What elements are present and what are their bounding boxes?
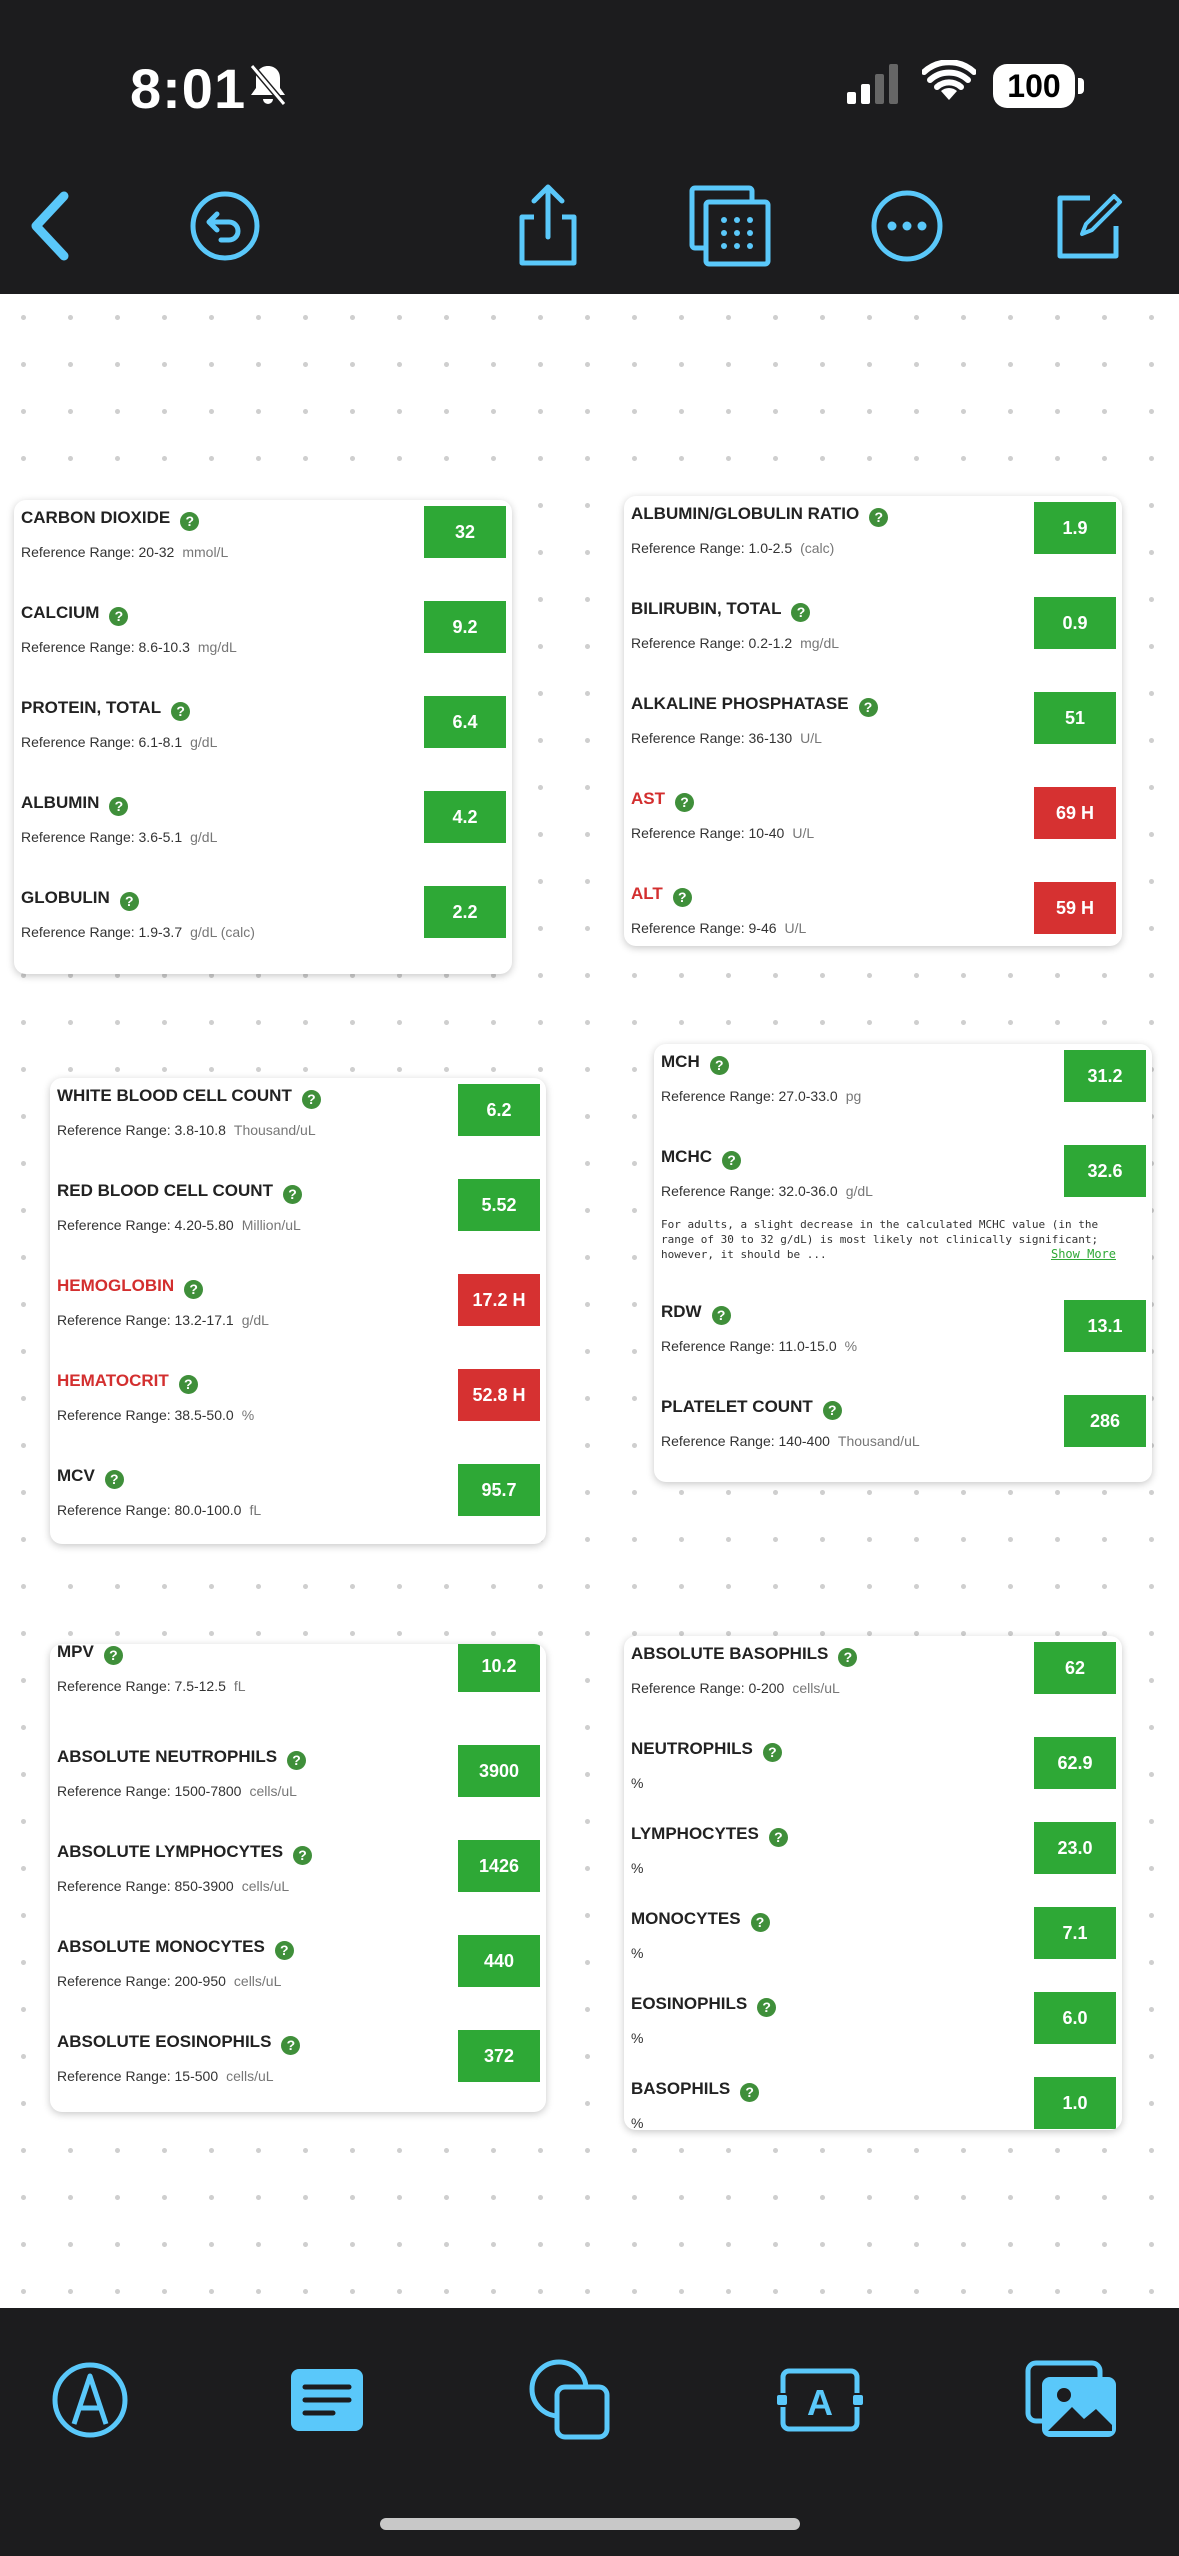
result-badge-high: 17.2 H [458, 1274, 540, 1326]
result-badge-high: 59 H [1034, 882, 1116, 934]
lab-card-chemistry-1[interactable] [14, 500, 512, 974]
test-name: ALKALINE PHOSPHATASE ? [631, 694, 878, 717]
help-icon[interactable]: ? [869, 508, 888, 527]
lab-card-chemistry-2[interactable] [624, 496, 1122, 946]
help-icon[interactable]: ? [171, 702, 190, 721]
test-row[interactable] [624, 1731, 1122, 1826]
svg-text:A: A [807, 2382, 833, 2423]
back-icon[interactable] [0, 176, 100, 276]
show-more-link[interactable]: Show More [1050, 1247, 1116, 1261]
markup-icon[interactable] [40, 2350, 140, 2450]
text-box-icon[interactable] [277, 2350, 377, 2450]
result-badge: 6.4 [424, 696, 506, 748]
test-name: GLOBULIN ? [21, 888, 139, 911]
reference-range: Reference Range: 0.2-1.2 mg/dL [631, 635, 840, 651]
test-row[interactable] [624, 781, 1122, 876]
signal-icon [845, 62, 905, 111]
help-icon[interactable]: ? [287, 1751, 306, 1770]
result-badge: 286 [1064, 1395, 1146, 1447]
result-badge: 62.9 [1034, 1737, 1116, 1789]
test-name: HEMOGLOBIN ? [57, 1276, 203, 1299]
test-name: WHITE BLOOD CELL COUNT ? [57, 1086, 321, 1109]
reference-range: Reference Range: 1.0-2.5 (calc) [631, 540, 835, 556]
reference-range: Reference Range: 6.1-8.1 g/dL [21, 734, 218, 750]
test-name: BASOPHILS ? [631, 2079, 759, 2102]
test-name: CARBON DIOXIDE ? [21, 508, 199, 531]
help-icon[interactable]: ? [751, 1913, 770, 1932]
test-name: EOSINOPHILS ? [631, 1994, 776, 2017]
more-icon[interactable] [857, 176, 957, 276]
test-name: MONOCYTES ? [631, 1909, 770, 1932]
help-icon[interactable]: ? [722, 1151, 741, 1170]
reference-range: % [631, 1945, 644, 1961]
lab-card-cbc-1[interactable] [50, 1078, 546, 1544]
reference-range: Reference Range: 38.5-50.0 % [57, 1407, 255, 1423]
test-row[interactable] [14, 880, 512, 974]
help-icon[interactable]: ? [838, 1648, 857, 1667]
help-icon[interactable]: ? [757, 1998, 776, 2017]
result-badge: 6.0 [1034, 1992, 1116, 2044]
result-badge: 1426 [458, 1840, 540, 1892]
test-row[interactable] [50, 1929, 546, 2024]
help-icon[interactable]: ? [275, 1941, 294, 1960]
test-name: AST ? [631, 789, 694, 812]
test-row[interactable] [14, 500, 512, 595]
help-icon[interactable]: ? [180, 512, 199, 531]
reference-range: Reference Range: 32.0-36.0 g/dL [661, 1183, 873, 1199]
result-note: For adults, a slight decrease in the calculated MCHC value (in the range of 30 to 32 g/dL) is most likely not clinically significant; however, it should be ... [661, 1218, 1099, 1261]
help-icon[interactable]: ? [823, 1401, 842, 1420]
test-name: ALBUMIN/GLOBULIN RATIO ? [631, 504, 888, 527]
test-row[interactable] [654, 1294, 1152, 1389]
test-name: PROTEIN, TOTAL ? [21, 698, 190, 721]
test-name: ALBUMIN ? [21, 793, 128, 816]
help-icon[interactable]: ? [104, 1646, 123, 1665]
test-row[interactable] [654, 1389, 1152, 1482]
test-name: MCHC ? [661, 1147, 741, 1170]
reference-range: Reference Range: 9-46 U/L [631, 920, 807, 936]
reference-range: Reference Range: 27.0-33.0 pg [661, 1088, 862, 1104]
test-row[interactable] [50, 1078, 546, 1173]
reference-range: Reference Range: 36-130 U/L [631, 730, 822, 746]
help-icon[interactable]: ? [859, 698, 878, 717]
help-icon[interactable]: ? [712, 1306, 731, 1325]
top-toolbar [0, 170, 1179, 294]
reference-range: % [631, 2115, 644, 2130]
test-row[interactable] [14, 785, 512, 880]
reference-range: Reference Range: 7.5-12.5 fL [57, 1678, 246, 1694]
help-icon[interactable]: ? [791, 603, 810, 622]
reference-range: Reference Range: 3.6-5.1 g/dL [21, 829, 218, 845]
home-indicator[interactable] [380, 2518, 800, 2530]
status-bar [0, 0, 1179, 170]
test-row[interactable] [654, 1044, 1152, 1139]
result-badge: 372 [458, 2030, 540, 2082]
test-name: NEUTROPHILS ? [631, 1739, 782, 1762]
help-icon[interactable]: ? [105, 1470, 124, 1489]
test-row[interactable] [14, 595, 512, 690]
lab-card-differential-1[interactable] [50, 1644, 546, 2112]
help-icon[interactable]: ? [302, 1090, 321, 1109]
reference-range: Reference Range: 11.0-15.0 % [661, 1338, 858, 1354]
result-badge: 1.0 [1034, 2077, 1116, 2129]
test-name: MCV ? [57, 1466, 124, 1489]
test-row[interactable] [50, 1363, 546, 1458]
test-name: CALCIUM ? [21, 603, 128, 626]
reference-range: Reference Range: 1500-7800 cells/uL [57, 1783, 297, 1799]
test-row[interactable] [14, 690, 512, 785]
test-row[interactable] [50, 1644, 546, 1729]
help-icon[interactable]: ? [184, 1280, 203, 1299]
reference-range: % [631, 2030, 644, 2046]
test-row[interactable] [624, 591, 1122, 686]
result-badge: 32 [424, 506, 506, 558]
reference-range: Reference Range: 10-40 U/L [631, 825, 815, 841]
test-row[interactable] [50, 1458, 546, 1544]
test-row[interactable] [50, 1173, 546, 1268]
help-icon[interactable]: ? [179, 1375, 198, 1394]
result-badge: 1.9 [1034, 502, 1116, 554]
test-row[interactable] [50, 1834, 546, 1929]
test-name: RED BLOOD CELL COUNT ? [57, 1181, 302, 1204]
result-badge: 95.7 [458, 1464, 540, 1516]
result-badge: 440 [458, 1935, 540, 1987]
shapes-icon[interactable] [520, 2350, 620, 2450]
reference-range: Reference Range: 15-500 cells/uL [57, 2068, 274, 2084]
grid-icon[interactable] [680, 176, 780, 276]
test-name: ABSOLUTE MONOCYTES ? [57, 1937, 294, 1960]
result-badge: 5.52 [458, 1179, 540, 1231]
test-row[interactable] [624, 1901, 1122, 1996]
result-badge: 3900 [458, 1745, 540, 1797]
edit-icon[interactable] [1038, 176, 1138, 276]
test-row[interactable] [624, 686, 1122, 781]
test-name: MPV ? [57, 1644, 123, 1665]
test-row[interactable] [624, 1636, 1122, 1731]
help-icon[interactable]: ? [675, 793, 694, 812]
battery-indicator: 100 [993, 64, 1075, 108]
result-badge: 32.6 [1064, 1145, 1146, 1197]
undo-icon[interactable] [175, 176, 275, 276]
test-row[interactable] [624, 2071, 1122, 2130]
result-badge: 4.2 [424, 791, 506, 843]
wifi-icon [922, 60, 976, 109]
test-row[interactable] [624, 876, 1122, 946]
test-row[interactable] [624, 1986, 1122, 2081]
help-icon[interactable]: ? [109, 797, 128, 816]
reference-range: Reference Range: 3.8-10.8 Thousand/uL [57, 1122, 316, 1138]
help-icon[interactable]: ? [769, 1828, 788, 1847]
test-name: ALT ? [631, 884, 692, 907]
reference-range: Reference Range: 200-950 cells/uL [57, 1973, 282, 1989]
result-badge: 10.2 [458, 1644, 540, 1692]
result-badge: 0.9 [1034, 597, 1116, 649]
reference-range: % [631, 1860, 644, 1876]
test-name: RDW ? [661, 1302, 731, 1325]
result-badge: 62 [1034, 1642, 1116, 1694]
text-icon[interactable] [770, 2350, 870, 2450]
test-row[interactable] [624, 1816, 1122, 1911]
lab-card-differential-2[interactable] [624, 1636, 1122, 2130]
help-icon[interactable]: ? [283, 1185, 302, 1204]
result-badge: 23.0 [1034, 1822, 1116, 1874]
photo-icon[interactable] [1022, 2350, 1122, 2450]
test-row[interactable] [654, 1139, 1152, 1299]
test-row[interactable] [624, 496, 1122, 591]
test-name: MCH ? [661, 1052, 729, 1075]
status-time: 8:01 [130, 57, 247, 120]
help-icon[interactable]: ? [281, 2036, 300, 2055]
test-row[interactable] [50, 1739, 546, 1834]
test-row[interactable] [50, 2024, 546, 2112]
result-badge: 51 [1034, 692, 1116, 744]
reference-range: Reference Range: 1.9-3.7 g/dL (calc) [21, 924, 255, 940]
result-badge-high: 69 H [1034, 787, 1116, 839]
reference-range: Reference Range: 8.6-10.3 mg/dL [21, 639, 237, 655]
result-badge: 2.2 [424, 886, 506, 938]
share-icon[interactable] [498, 176, 598, 276]
test-name: PLATELET COUNT ? [661, 1397, 842, 1420]
test-name: ABSOLUTE BASOPHILS ? [631, 1644, 857, 1667]
reference-range: Reference Range: 0-200 cells/uL [631, 1680, 840, 1696]
test-row[interactable] [50, 1268, 546, 1363]
help-icon[interactable]: ? [120, 892, 139, 911]
reference-range: Reference Range: 20-32 mmol/L [21, 544, 229, 560]
result-badge: 9.2 [424, 601, 506, 653]
reference-range: Reference Range: 4.20-5.80 Million/uL [57, 1217, 301, 1233]
help-icon[interactable]: ? [109, 607, 128, 626]
help-icon[interactable]: ? [740, 2083, 759, 2102]
result-badge: 7.1 [1034, 1907, 1116, 1959]
test-name: HEMATOCRIT ? [57, 1371, 198, 1394]
reference-range: % [631, 1775, 644, 1791]
reference-range: Reference Range: 850-3900 cells/uL [57, 1878, 290, 1894]
result-badge-high: 52.8 H [458, 1369, 540, 1421]
battery-nub [1078, 78, 1084, 94]
result-badge: 13.1 [1064, 1300, 1146, 1352]
test-name: ABSOLUTE NEUTROPHILS ? [57, 1747, 306, 1770]
test-name: ABSOLUTE LYMPHOCYTES ? [57, 1842, 312, 1865]
result-badge: 31.2 [1064, 1050, 1146, 1102]
help-icon[interactable]: ? [710, 1056, 729, 1075]
lab-card-cbc-2[interactable] [654, 1044, 1152, 1482]
bell-slash-icon [248, 62, 288, 113]
reference-range: Reference Range: 80.0-100.0 fL [57, 1502, 262, 1518]
test-name: ABSOLUTE EOSINOPHILS ? [57, 2032, 300, 2055]
result-badge: 6.2 [458, 1084, 540, 1136]
test-name: LYMPHOCYTES ? [631, 1824, 788, 1847]
help-icon[interactable]: ? [673, 888, 692, 907]
help-icon[interactable]: ? [763, 1743, 782, 1762]
reference-range: Reference Range: 140-400 Thousand/uL [661, 1433, 920, 1449]
reference-range: Reference Range: 13.2-17.1 g/dL [57, 1312, 269, 1328]
help-icon[interactable]: ? [293, 1846, 312, 1865]
test-name: BILIRUBIN, TOTAL ? [631, 599, 810, 622]
